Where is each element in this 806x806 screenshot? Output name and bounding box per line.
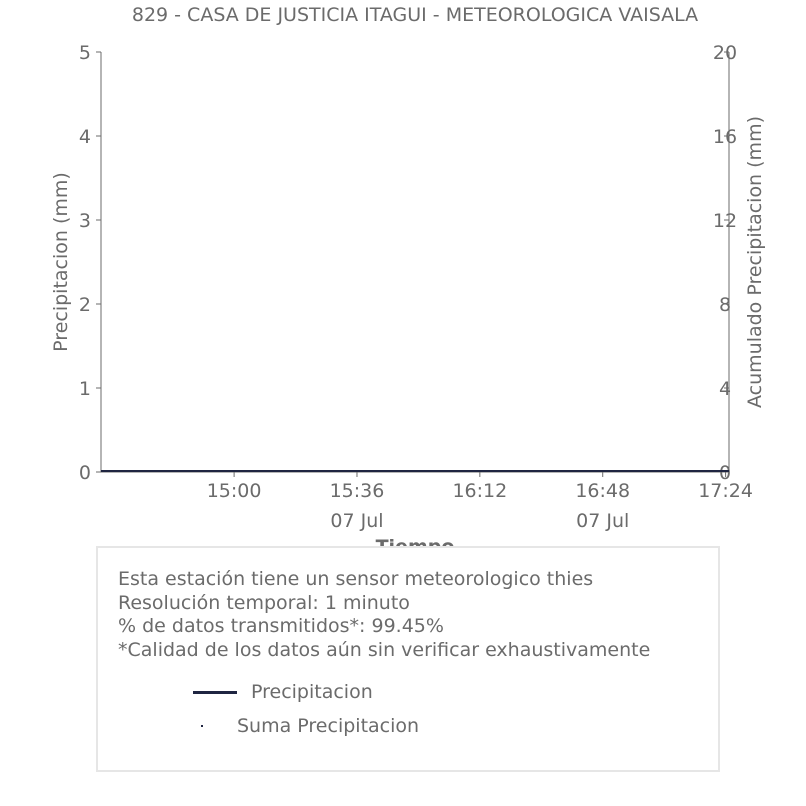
x-ticks	[207, 472, 753, 532]
axes	[101, 52, 732, 472]
legend-suma-label: Suma Precipitacion	[237, 715, 420, 737]
info-sensor-line: Esta estación tiene un sensor meteorologico thies	[118, 568, 594, 590]
station-info	[118, 568, 650, 662]
info-legend-box	[96, 546, 720, 772]
x-tick-date-label: 07 Jul	[576, 510, 630, 532]
y-tick-label-right: 8	[718, 294, 732, 316]
x-tick-date-label: 07 Jul	[330, 510, 384, 532]
y-tick-label-left: 5	[78, 42, 91, 64]
y-tick-label-left: 0	[78, 462, 91, 484]
info-quality-line: *Calidad de los datos aún sin verificar exhaustivamente	[118, 638, 651, 661]
y-tick-label-right: 4	[718, 378, 732, 400]
y-tick-label-right: 20	[712, 42, 738, 64]
y-tick-label-right: 12	[712, 210, 738, 232]
y-ticks-right	[713, 42, 737, 484]
y-tick-label-right: 16	[712, 126, 738, 148]
x-tick-label: 15:00	[206, 480, 262, 502]
y-tick-label-left: 1	[78, 378, 91, 400]
x-tick-label: 16:12	[452, 480, 508, 502]
y-tick-label-left: 2	[78, 294, 91, 316]
y-tick-label-left: 4	[78, 126, 91, 148]
legend-suma-dot-icon	[201, 725, 203, 727]
legend-precipitacion-line-icon	[193, 691, 237, 694]
y-axis-label-right: Acumulado Precipitacion (mm)	[744, 116, 766, 408]
chart-title: 829 - CASA DE JUSTICIA ITAGUI - METEOROLOGICA VAISALA	[131, 4, 699, 26]
info-resolution-line: Resolución temporal: 1 minuto	[118, 591, 410, 614]
x-tick-label: 15:36	[329, 480, 385, 502]
info-transmitted-line: % de datos transmitidos*: 99.45%	[118, 615, 444, 637]
y-axis-label-left: Precipitacion (mm)	[50, 172, 72, 352]
x-tick-label: 17:24	[698, 480, 753, 502]
y-ticks-left	[79, 42, 101, 484]
legend-precipitacion-label: Precipitacion	[251, 681, 373, 703]
x-tick-label: 16:48	[575, 480, 631, 502]
y-tick-label-left: 3	[78, 210, 91, 232]
y-tick-label-right: 0	[718, 462, 732, 484]
